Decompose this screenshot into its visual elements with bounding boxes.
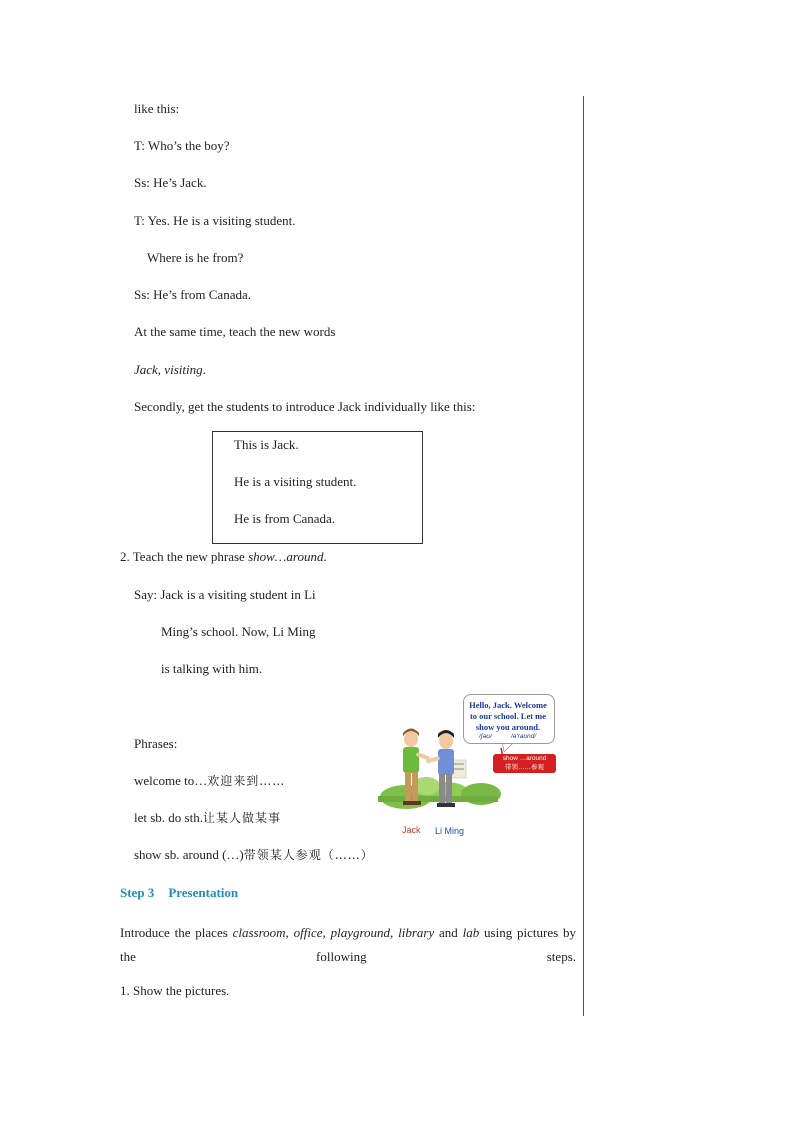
show-around-tag [493, 754, 556, 773]
word-lab: lab [462, 925, 480, 940]
phrase-3-cn: 带领某人参观（……） [243, 848, 374, 862]
say-line-1: Say: Jack is a visiting student in Li [134, 587, 316, 602]
say-line-2: Ming’s school. Now, Li Ming [161, 624, 316, 639]
new-words-period: . [202, 362, 206, 377]
teach-phrase-suffix: . [323, 549, 327, 564]
line-like-this: like this: [134, 101, 180, 116]
word-classroom: classroom, [232, 925, 289, 940]
line-secondly: Secondly, get the students to introduce Jack individually like this: [134, 399, 476, 414]
intro-text-1: Introduce the places [120, 925, 233, 940]
speech-bubble-text: Hello, Jack. Welcome to our school. Let me show you around. [469, 700, 547, 732]
line-new-words [134, 362, 206, 378]
tag-line-1: show …around [502, 755, 547, 762]
phrase-2-en: let sb. do sth. [134, 810, 203, 825]
phrase-2-cn: 让某人做某事 [202, 811, 281, 825]
phrase-3-en: show sb. around (…) [134, 847, 244, 862]
say-line-3: is talking with him. [161, 661, 263, 676]
intro-paragraph [120, 921, 576, 969]
line-students-canada: Ss: He’s from Canada. [134, 287, 251, 302]
phrase-3 [134, 847, 374, 863]
line-same-time: At the same time, teach the new words [134, 324, 336, 339]
phrases-heading: Phrases: [134, 736, 178, 751]
step-3-label: Step 3 [120, 885, 155, 900]
step-3-heading [120, 885, 238, 901]
intro-rest: using pictures by the following steps. [120, 925, 576, 964]
box-line-3: He is from Canada. [234, 511, 336, 526]
phonetic-show: /ʃəʊ/ [479, 733, 492, 740]
word-library: library [398, 925, 435, 940]
line-teach-phrase [120, 549, 327, 565]
phrase-1-en: welcome to… [134, 773, 208, 788]
line-teacher-visiting: T: Yes. He is a visiting student. [134, 213, 296, 228]
line-students-answer: Ss: He’s Jack. [134, 175, 207, 190]
tag-line-2: 带领……参观 [505, 764, 544, 771]
column-divider-line [583, 96, 584, 1016]
line-where-from: Where is he from? [147, 250, 244, 265]
teach-phrase-prefix: 2. Teach the new phrase [120, 549, 249, 564]
phrase-2 [134, 810, 281, 826]
intro-and: and [434, 925, 463, 940]
word-office: office, [293, 925, 326, 940]
step-3-title: Presentation [168, 885, 239, 900]
box-line-1: This is Jack. [234, 437, 299, 452]
teach-phrase-italic: show…around [248, 549, 324, 564]
line-teacher-question: T: Who’s the boy? [134, 138, 230, 153]
phrase-1-cn: 欢迎来到…… [207, 774, 286, 788]
box-line-2: He is a visiting student. [234, 474, 357, 489]
name-li-ming: Li Ming [435, 826, 465, 836]
phrase-1 [134, 773, 285, 789]
name-jack: Jack [402, 825, 421, 835]
new-words-italic: Jack, visiting [134, 362, 203, 377]
line-show-pictures: 1. Show the pictures. [120, 983, 230, 998]
word-playground: playground, [330, 925, 394, 940]
phonetic-around: /ə'raʊnd/ [511, 733, 537, 740]
